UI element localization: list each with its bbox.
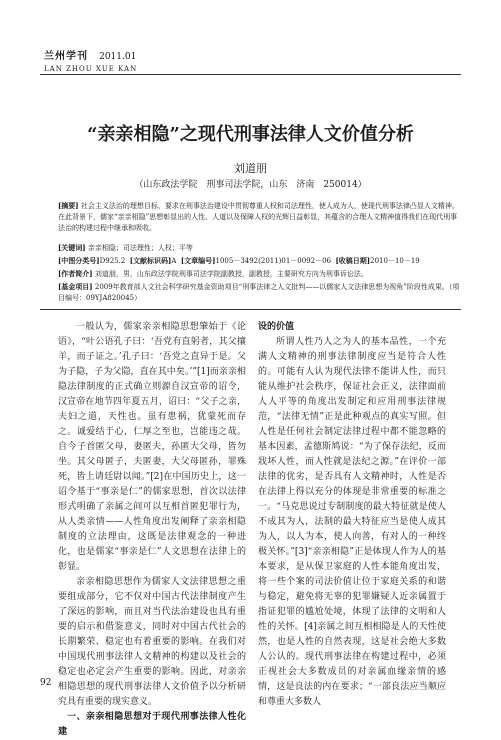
article-number-label: [文章编号] [180,256,216,265]
keywords-text: 亲亲相隐；司法理性；人权；平等 [87,244,193,252]
abstract [58,200,460,234]
article-author: 刘道朋 [234,162,267,175]
left-column [58,320,246,740]
page-number: 92 [40,678,52,688]
fund-text: 2009年教育部人文社会科学研究基金资助项目“刑事法律之人文批判——以儒家人文法律思想为视角”阶段性成果。（项目编号：09YJA820045） [58,283,460,302]
fund-note [58,281,460,304]
header-rule [40,74,461,75]
received-date-label: [收稿日期] [335,256,371,265]
fund-label: [基金项目] [58,282,93,291]
section-heading-continued: 设的价值 [258,322,295,332]
doc-code-label: [文献标识码] [129,256,172,265]
keywords-label: [关键词] [58,243,86,252]
journal-pinyin: LAN ZHOU XUE KAN [44,65,138,73]
body-paragraph: 所谓人性乃人之为人的基本品性，一个充满人文精神的刑事法律制度应当是符合人性的。可能有人认为现代法律不能讲人性，而只能从维护社会秩序，保证社会正义，法律面前人人平等的角度出发制定和应用刑事法律规范，“法律无情”正是此种观点的真实写照。但人性是任何社会制定法律过程中都不能忽略的基本因素，孟德斯鸠说：“为了保存法纪，反而戕坏人性，而人性就是法纪之源。”在评价一部法律的优劣，是否具有人文精神时，人性是否在法律上得以充分的体现是非常重要的标准之一。“马克思说过专制制度的最大特征就是使人不成其为人，法制的最大特征应当是使人成其为人，以人为本，使人向善，有对人的一种终极关怀。”[3]“亲亲相隐”正是体现人作为人的基本要求，是从保卫家庭的人性本能角度出发，将一些个案的司法价值让位于家庭关系的和谐与稳定，避免将无辜的犯罪嫌疑人近亲属置于指证犯罪的尴尬处境，体现了法律的文明和人性的关怀。[4]亲属之间互相相隐是人的天性使然，也是人性的自然表现，这是社会绝大多数人公认的。现代刑事法律在构建过程中，必须正视社会大多数成员的对亲属血缘亲情的感情，这是良法的内在要求；“一部良法应当顺应和尊重大多数人 [258,337,446,707]
body-paragraph: 一般认为，儒家亲亲相隐思想肇始于《论语》，“叶公语孔子曰：‘吾党有直躬者，其父攘羊，而子证之。’孔子曰：‘吾党之直异于是。父为子隐，子为父隐，直在其中矣。’”[1]而亲亲相隐法律制度的正式确立则源自汉宣帝的诏令，汉宣帝在地节四年夏五月，诏曰：“父子之亲，夫妇之道，天性也。虽有患祸，犹蒙死而存之。诚爱结于心，仁厚之至也，岂能违之哉。自今子首匿父母，妻匿夫，孙匿大父母，皆勿坐。其父母匿子，夫匿妻，大父母匿孙，罪殊死，皆上请廷尉以闻。”[2]在中国历史上，这一诏令基于“事亲是仁”的儒家思想，首次以法律形式明确了亲属之间可以互相首匿犯罪行为，从人类亲情——人性角度出发阐释了亲亲相隐制度的立法理由，这既是法律观念的一种进化，也是儒家“事亲是仁”人文思想在法律上的彰显。 [58,322,246,572]
received-date-value: 2010－10－19 [370,257,420,265]
abstract-text: 社会主义法治的理想目标，要求在刑事法治建设中贯彻尊重人权和司法理性，使人成为人，使现代刑事法律凸显人文精神。在此背景下，儒家“亲亲相隐”思想彰显出的人性、人道以及保障人权的光辉日益彰显，其蕴含的合理人文精神值得我们在现代刑事法治的构建过程中继承和吸收。 [58,202,459,232]
right-column [258,320,446,710]
clc-label: [中图分类号] [58,256,100,265]
meta-rule [40,309,461,310]
author-note-text: 刘道朋，男，山东政法学院刑事司法学院副教授，副教授，主要研究方向为刑事诉讼法。 [94,270,368,278]
article-title: “亲亲相隐”之现代刑事法律人文价值分析 [87,124,414,145]
doc-code-value: A [171,257,177,265]
clc-value: D925.2 [99,257,126,265]
journal-name: 兰州学刊 [44,51,88,62]
author-note-label: [作者简介] [58,269,93,278]
author-affiliation: （山东政法学院 刑事司法学院，山东 济南 250014） [134,180,367,190]
journal-issue: 2011.01 [99,52,137,62]
article-number-value: 1005－3492(2011)01－0092－06 [215,257,332,265]
author-note [58,268,460,280]
journal-header [44,44,137,73]
classification-line [58,255,460,267]
body-paragraph: 亲亲相隐思想作为儒家人文法律思想之重要组成部分，它不仅对中国古代法律制度产生了深远的影响，而且对当代法治建设也具有重要的启示和借鉴意义，同时对中国古代社会的长期繁荣、稳定也有着重要的影响。在我们对中国现代刑事法律人文精神的构建以及社会的稳定也必定会产生重要的影响。因此，对亲亲相隐思想的现代刑事法律人文价值予以分析研究具有重要的现实意义。 [58,577,246,707]
section-heading: 一、亲亲相隐思想对于现代刑事法律人性化建 [58,712,246,737]
keywords [58,242,460,254]
abstract-label: [摘要] [58,201,79,210]
